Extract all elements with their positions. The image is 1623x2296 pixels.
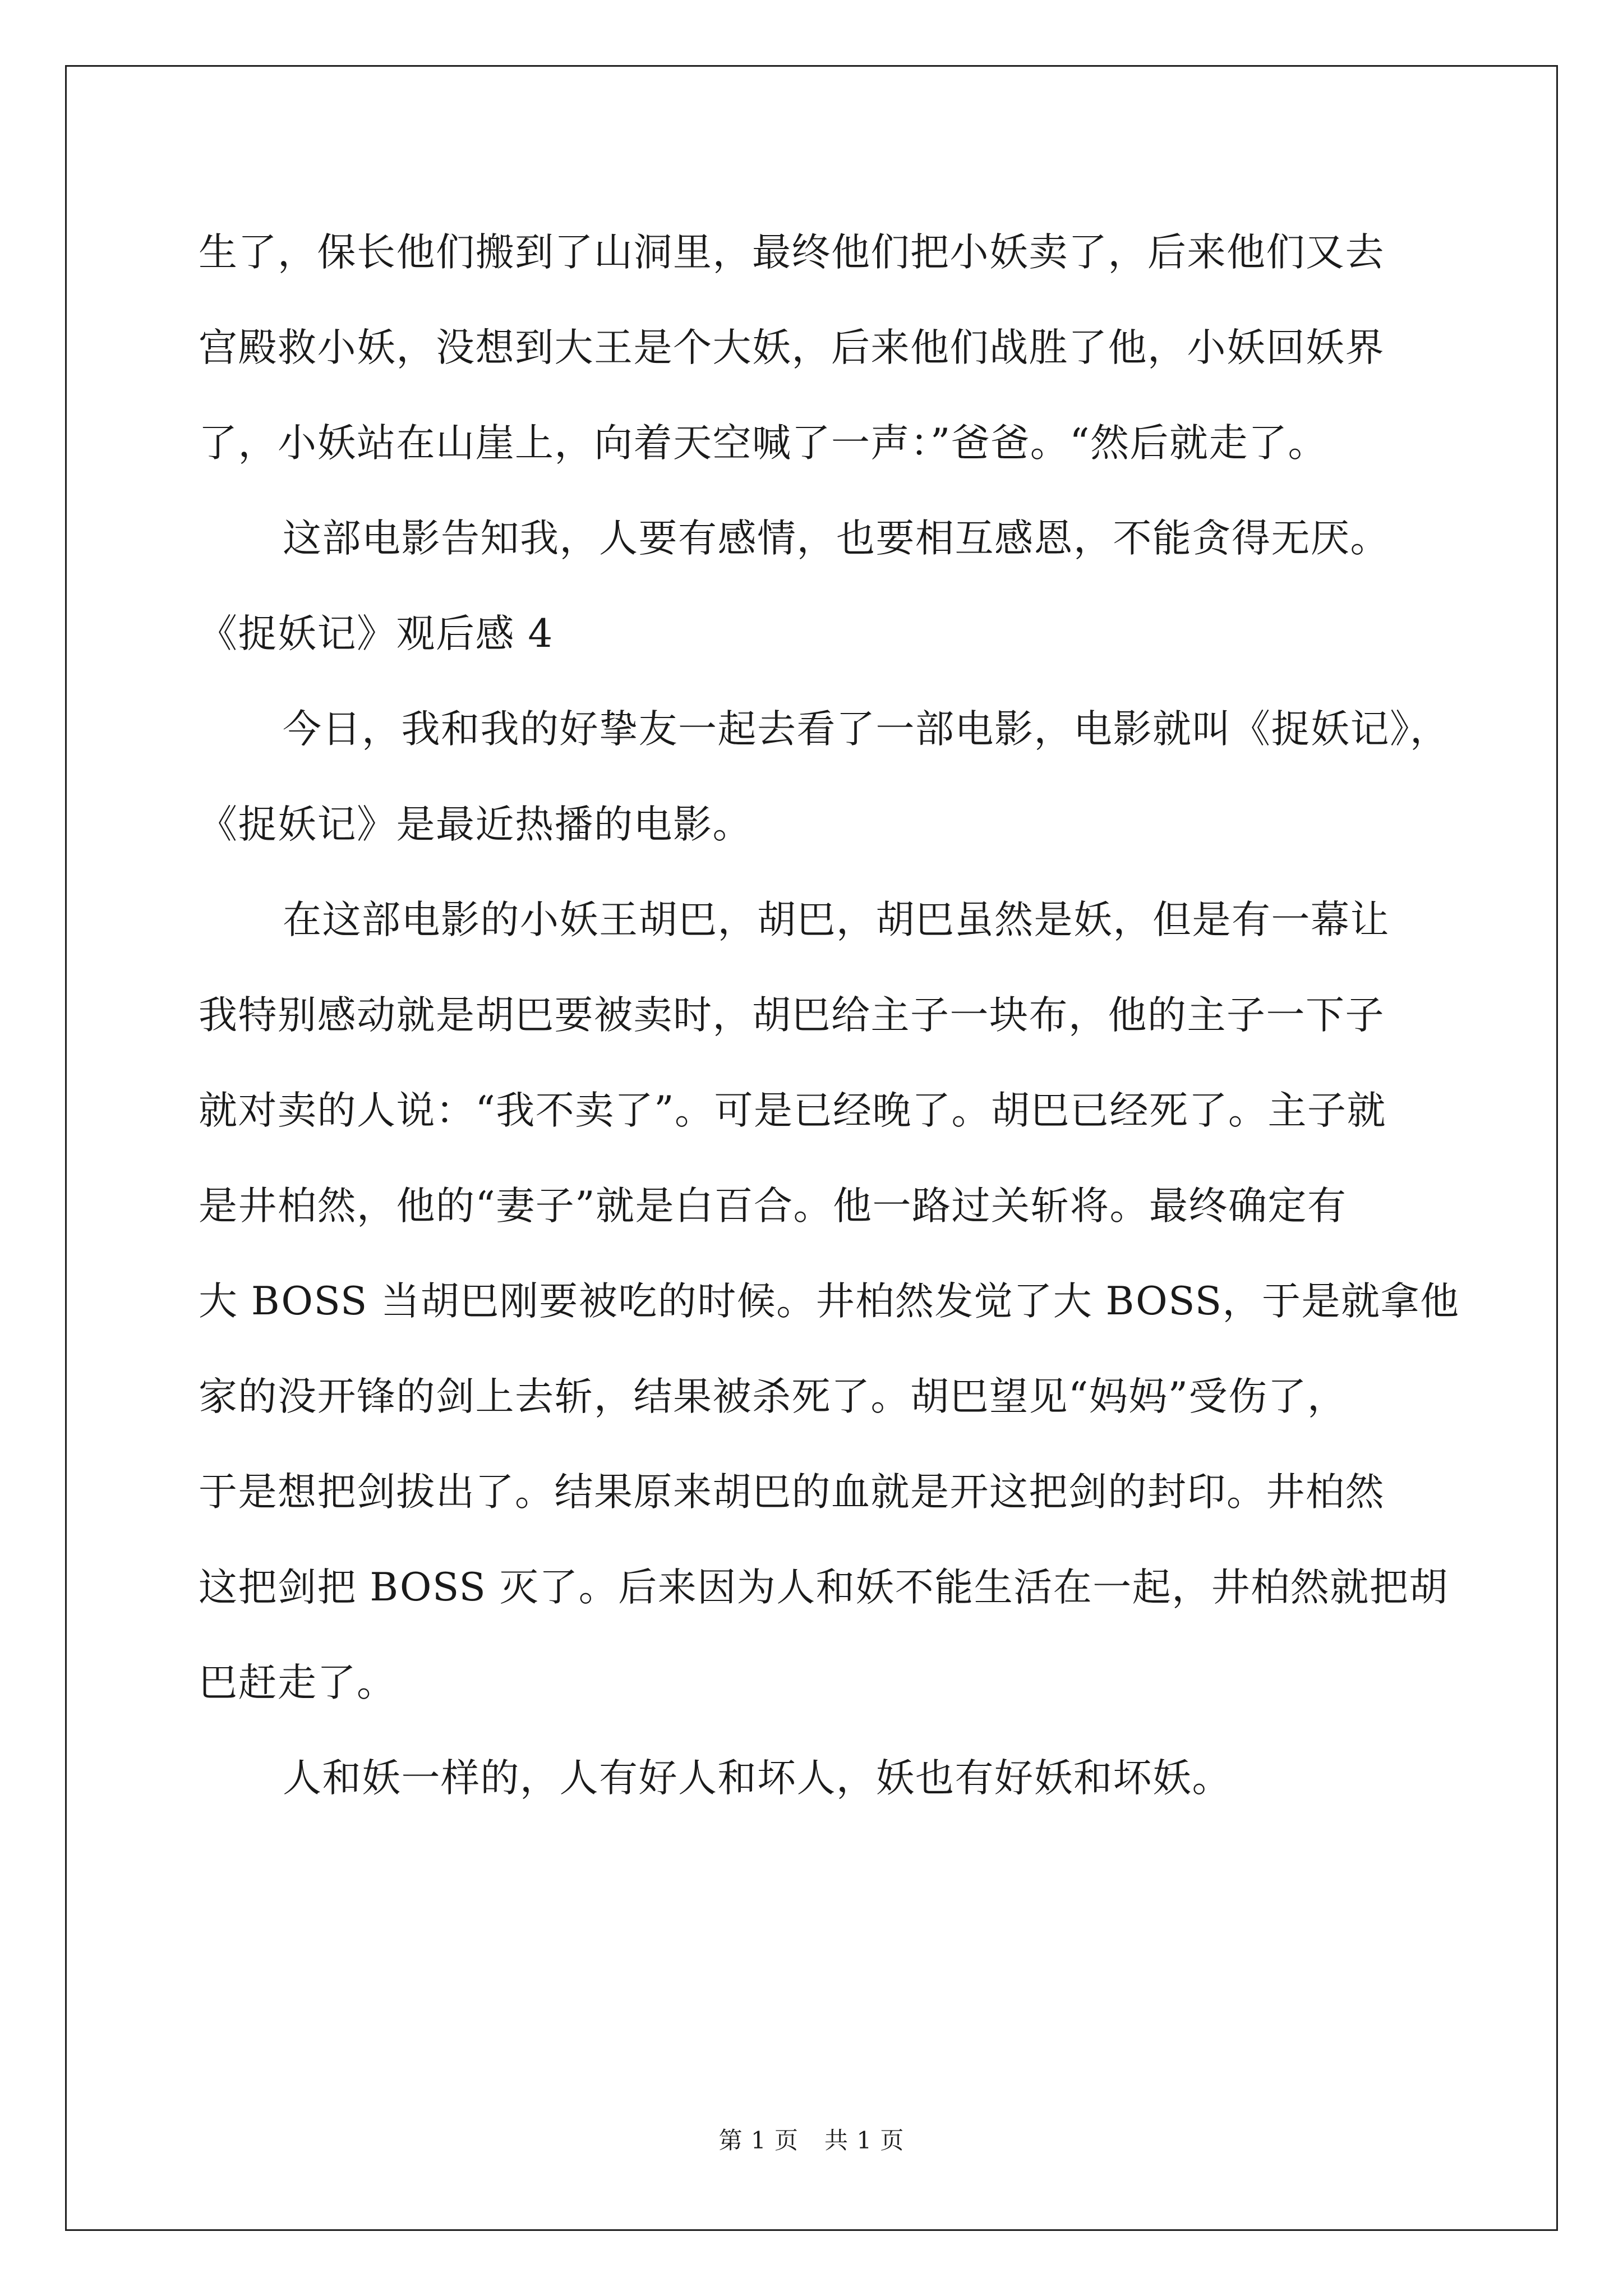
text-line: 宫殿救小妖，没想到大王是个大妖，后来他们战胜了他，小妖回妖界	[199, 325, 1385, 370]
paragraph-line: 这部电影告知我，人要有感情，也要相互感恩，不能贪得无厌。	[283, 516, 1390, 561]
text-line: 这把剑把 BOSS 灭了。后来因为人和妖不能生活在一起，井柏然就把胡	[199, 1565, 1449, 1610]
text-line: 于是想把剑拔出了。结果原来胡巴的血就是开这把剑的封印。井柏然	[199, 1470, 1385, 1515]
text-line: 《捉妖记》是最近热播的电影。	[199, 802, 752, 847]
page-footer	[0, 2124, 1623, 2157]
text-line: 就对卖的人说：“我不卖了”。可是已经晚了。胡巴已经死了。主子就	[199, 1088, 1387, 1133]
text-line: 是井柏然，他的“妻子”就是白百合。他一路过关斩将。最终确定有	[199, 1184, 1347, 1228]
paragraph-line: 人和妖一样的，人有好人和坏人，妖也有好妖和坏妖。	[283, 1756, 1232, 1801]
text-line: 生了，保长他们搬到了山洞里，最终他们把小妖卖了，后来他们又去	[199, 230, 1385, 275]
paragraph-line: 在这部电影的小妖王胡巴，胡巴，胡巴虽然是妖，但是有一幕让	[283, 898, 1390, 942]
text-line: 了，小妖站在山崖上，向着天空喊了一声：”爸爸。“然后就走了。	[199, 421, 1328, 466]
page-total: 共 1 页	[824, 2127, 905, 2154]
section-heading: 《捉妖记》观后感 4	[199, 611, 554, 656]
text-line: 家的没开锋的剑上去斩，结果被杀死了。胡巴望见“妈妈”受伤了，	[199, 1374, 1347, 1419]
page-number: 第 1 页	[718, 2127, 799, 2154]
page-border	[65, 65, 1558, 2231]
text-line: 大 BOSS 当胡巴刚要被吃的时候。井柏然发觉了大 BOSS，于是就拿他	[199, 1279, 1460, 1324]
text-line: 我特别感动就是胡巴要被卖时，胡巴给主子一块布，他的主子一下子	[199, 993, 1385, 1038]
text-line: 巴赶走了。	[199, 1660, 396, 1705]
paragraph-line: 今日，我和我的好挚友一起去看了一部电影，电影就叫《捉妖记》，	[283, 707, 1450, 752]
